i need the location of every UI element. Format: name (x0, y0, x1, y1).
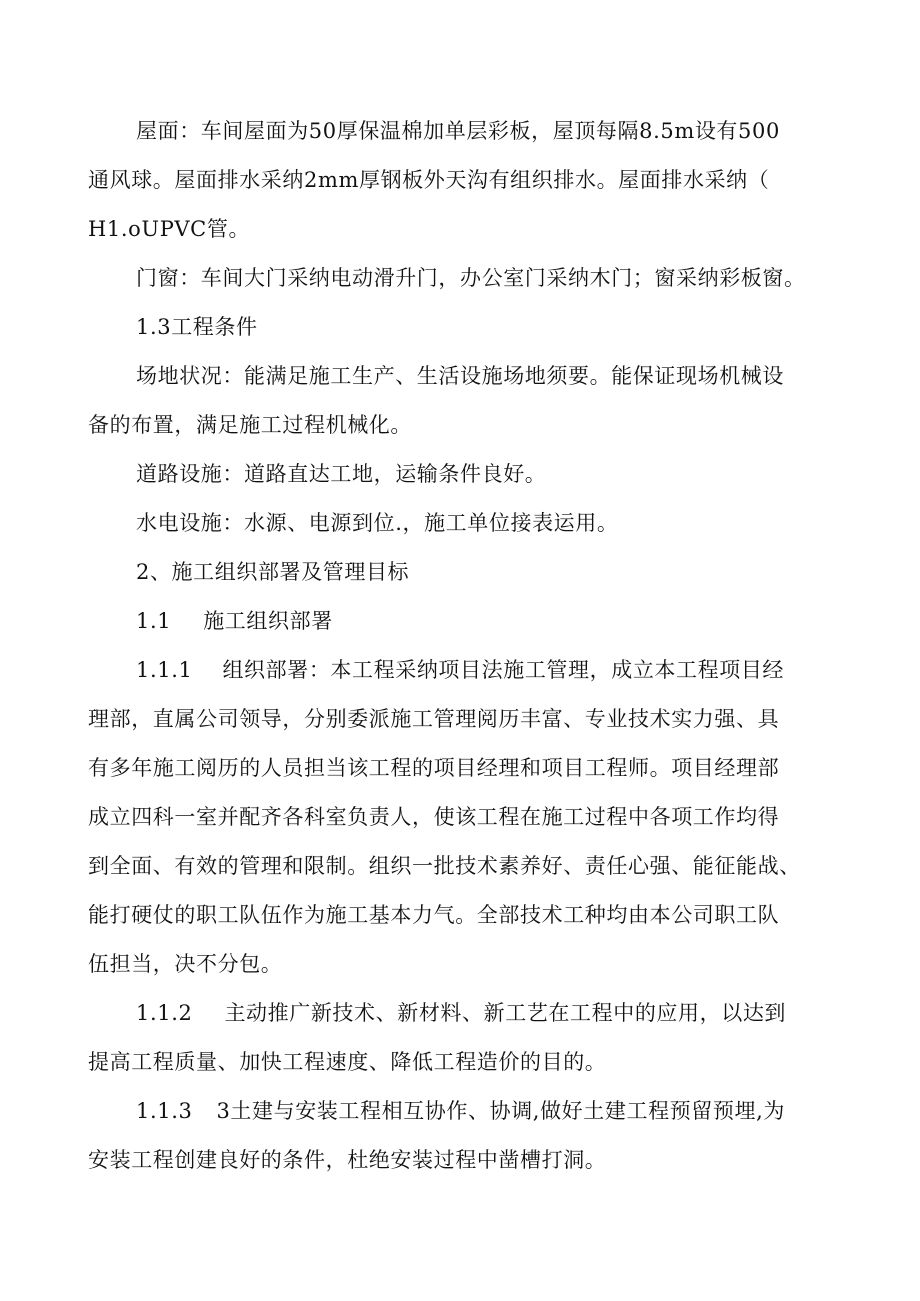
roof-line-1: 屋面：车间屋面为50厚保温棉加单层彩板，屋顶每隔8.5m设有500 (136, 119, 780, 143)
site-line-1: 场地状况：能满足施工生产、生活设施场地须要。能保证现场机械设 (136, 364, 784, 388)
heading-1-1-text: 施工组织部署 (203, 609, 333, 633)
p-1-1-1-line-6: 能打硬仗的职工队伍作为施工基本力气。全部技术工种均由本公司职工队 (88, 903, 780, 927)
road-line-1: 道路设施：道路直达工地，运输条件良好。 (136, 462, 547, 486)
p-1-1-3-line-2: 安装工程创建良好的条件，杜绝安装过程中凿槽打洞。 (88, 1148, 607, 1172)
doors-line-1: 门窗：车间大门采纳电动滑升门，办公室门采纳木门；窗采纳彩板窗。 (136, 266, 806, 290)
heading-1-3: 1.3工程条件 (136, 315, 258, 339)
p-1-1-1-line-7: 伍担当，决不分包。 (88, 952, 283, 976)
p-1-1-2-line-2: 提高工程质量、加快工程速度、降低工程造价的目的。 (88, 1050, 607, 1074)
heading-1-1-number: 1.1 (136, 609, 172, 633)
utilities-line-1: 水电设施：水源、电源到位.，施工单位接表运用。 (136, 511, 619, 535)
heading-1-1 (136, 608, 333, 634)
p-1-1-1-line-5: 到全面、有效的管理和限制。组织一批技术素养好、责任心强、能征能战、 (88, 854, 801, 878)
p-1-1-2-text: 主动推广新技术、新材料、新工艺在工程中的应用，以达到 (224, 1001, 787, 1025)
p-1-1-1-line-3: 有多年施工阅历的人员担当该工程的项目经理和项目工程师。项目经理部 (88, 756, 780, 780)
p-1-1-1-line-2: 理部，直属公司领导，分别委派施工管理阅历丰富、专业技术实力强、具 (88, 707, 780, 731)
p-1-1-3-text: 3土建与安装工程相互协作、协调,做好土建工程预留预埋,为 (216, 1099, 785, 1123)
p-1-1-1-line-1 (136, 657, 784, 683)
p-1-1-2-line-1 (136, 1000, 786, 1026)
roof-line-3: H1.oUPVC管。 (88, 217, 251, 241)
p-1-1-1-number: 1.1.1 (136, 658, 193, 682)
site-line-2: 备的布置，满足施工过程机械化。 (88, 413, 412, 437)
p-1-1-3-number: 1.1.3 (136, 1099, 193, 1123)
p-1-1-1-text: 组织部署：本工程采纳项目法施工管理，成立本工程项目经 (222, 658, 785, 682)
p-1-1-3-line-1 (136, 1098, 785, 1124)
p-1-1-2-number: 1.1.2 (136, 1001, 193, 1025)
roof-line-2: 通风球。屋面排水采纳2mm厚钢板外天沟有组织排水。屋面排水采纳（ (88, 168, 770, 192)
heading-2: 2、施工组织部署及管理目标 (136, 560, 410, 584)
p-1-1-1-line-4: 成立四科一室并配齐各科室负责人，使该工程在施工过程中各项工作均得 (88, 805, 780, 829)
